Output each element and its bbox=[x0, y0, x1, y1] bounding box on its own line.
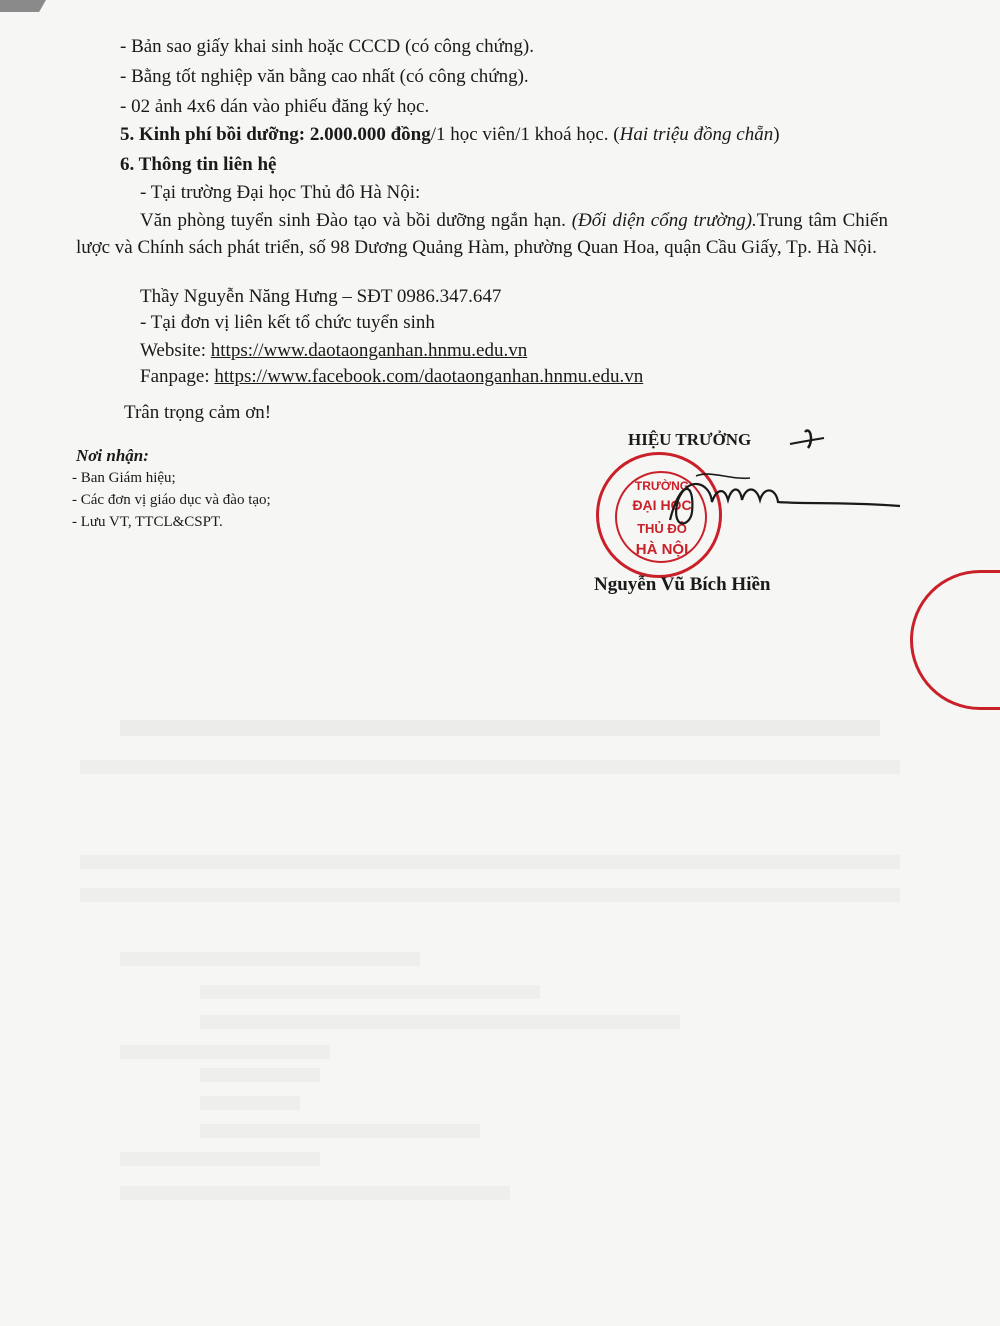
contact-partner: - Tại đơn vị liên kết tổ chức tuyển sinh bbox=[140, 312, 435, 333]
fanpage-label: Fanpage: bbox=[140, 366, 215, 387]
requirement-1: - Bản sao giấy khai sinh hoặc CCCD (có công chứng). bbox=[120, 36, 534, 57]
stamp-text: HÀ NỘI bbox=[635, 541, 689, 558]
recipients-title: Nơi nhận: bbox=[76, 446, 149, 465]
requirement-3: - 02 ảnh 4x6 dán vào phiếu đăng ký học. bbox=[120, 96, 430, 117]
recipient-item: - Ban Giám hiệu; bbox=[72, 470, 176, 486]
fee-detail: /1 học viên/1 khoá học. ( bbox=[430, 124, 620, 145]
recipient-item: - Các đơn vị giáo dục và đào tạo; bbox=[72, 492, 271, 508]
fee-words: Hai triệu đồng chẵn bbox=[619, 124, 774, 145]
contact-person: Thầy Nguyễn Năng Hưng – SĐT 0986.347.647 bbox=[140, 286, 502, 307]
signer-name: Nguyễn Vũ Bích Hiền bbox=[594, 574, 771, 595]
stamp-text: ĐẠI HỌC bbox=[632, 497, 692, 513]
requirement-2: - Bằng tốt nghiệp văn bằng cao nhất (có công chứng). bbox=[120, 66, 529, 87]
stamp-text: TRƯỜNG bbox=[634, 479, 690, 493]
page-corner-mark bbox=[0, 0, 46, 12]
partial-stamp-edge bbox=[910, 570, 1000, 710]
website-link[interactable]: https://www.daotaonganhan.hnmu.edu.vn bbox=[210, 340, 528, 361]
fee-line bbox=[120, 124, 780, 146]
fee-close: ) bbox=[773, 124, 780, 145]
office-location-note: (Đối diện cổng trường). bbox=[571, 210, 757, 231]
website-label: Website: bbox=[140, 340, 211, 361]
fanpage-link[interactable]: https://www.facebook.com/daotaonganhan.hnmu.edu.vn bbox=[214, 366, 644, 387]
stamp-text: THỦ ĐÔ bbox=[637, 521, 687, 536]
office-name: Văn phòng tuyển sinh Đào tạo và bồi dưỡng ngắn hạn. bbox=[140, 210, 572, 231]
office-address: Trung tâm Chiến lược và Chính sách phát triển, số 98 Dương Quảng Hàm, phường Quan Hoa, quận Cầu Giấy, Tp. Hà Nội. bbox=[76, 210, 888, 258]
signature-role: HIỆU TRƯỞNG bbox=[628, 430, 752, 449]
contact-office-paragraph bbox=[76, 207, 888, 261]
recipient-item: - Lưu VT, TTCL&CSPT. bbox=[72, 514, 223, 530]
website-line bbox=[140, 340, 527, 362]
contact-school: - Tại trường Đại học Thủ đô Hà Nội: bbox=[140, 182, 421, 203]
fanpage-line bbox=[140, 366, 643, 388]
handwritten-signature bbox=[600, 420, 910, 540]
fee-heading: 5. Kinh phí bồi dưỡng: 2.000.000 đồng bbox=[120, 124, 431, 145]
closing-text: Trân trọng cảm ơn! bbox=[124, 402, 272, 423]
contact-heading: 6. Thông tin liên hệ bbox=[120, 154, 277, 175]
